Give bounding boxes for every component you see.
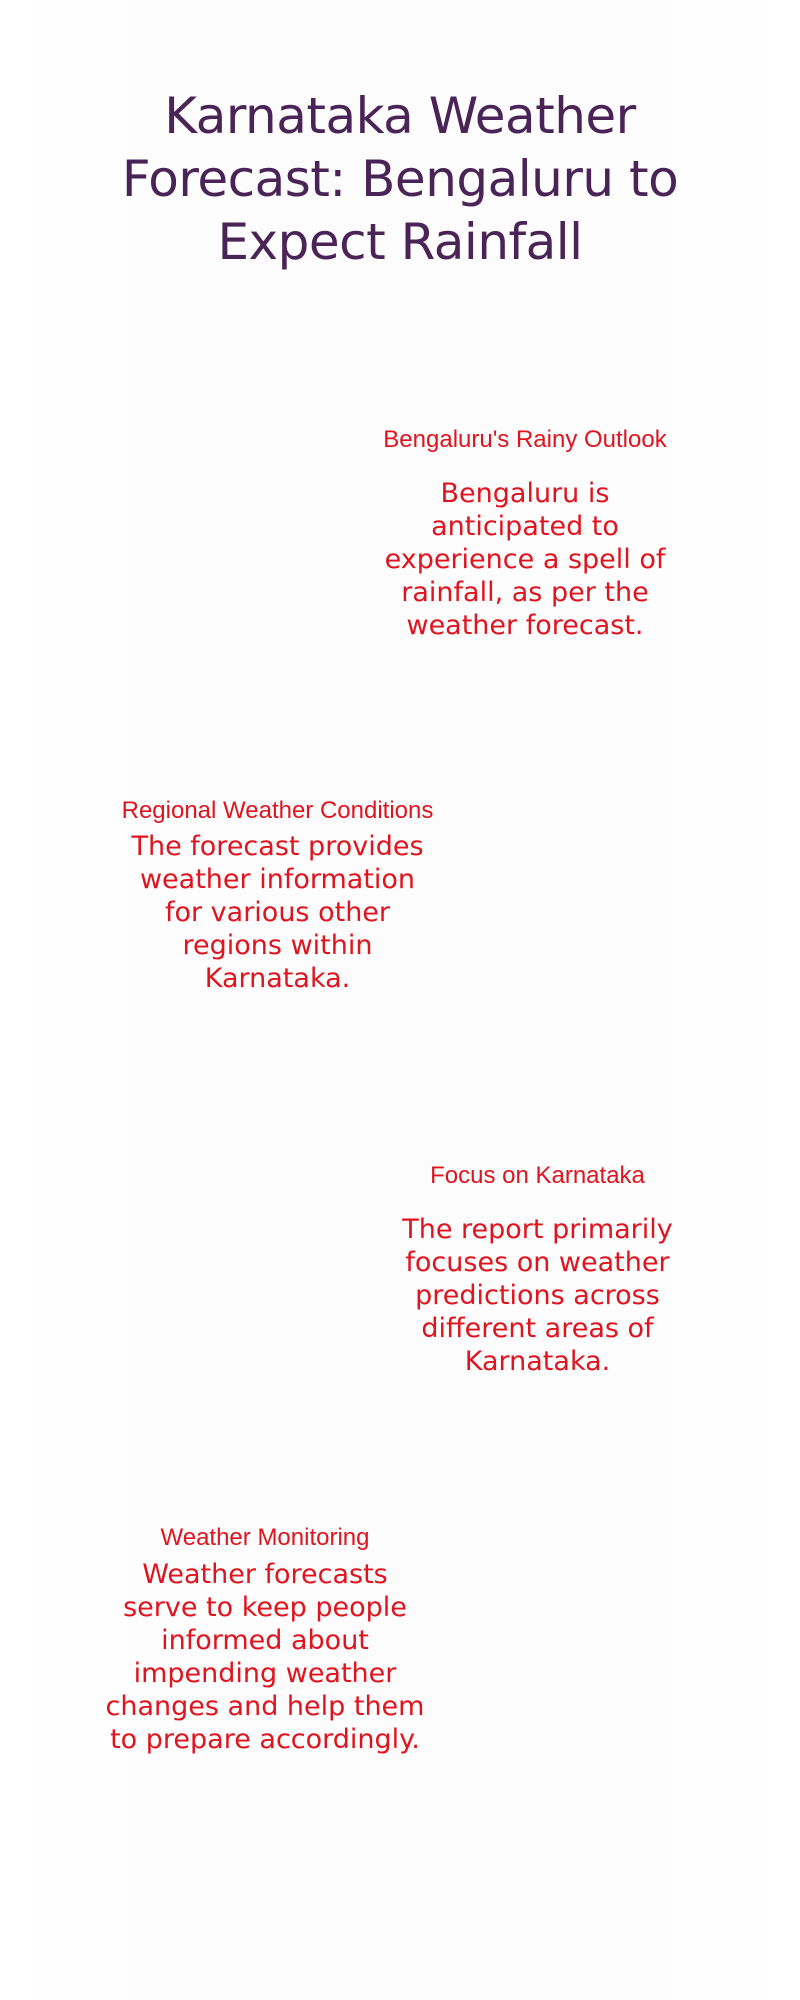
section-heading: Weather Monitoring xyxy=(160,1524,370,1551)
section-heading: Regional Weather Conditions xyxy=(121,797,434,824)
section-body: The forecast provides weather information for various other regions within Karnataka. xyxy=(131,831,424,994)
section-weather-monitoring xyxy=(105,1523,425,1756)
section-body: Bengaluru is anticipated to experience a spell of rainfall, as per the weather forecast. xyxy=(384,478,666,641)
section-heading: Bengaluru's Rainy Outlook xyxy=(383,426,667,453)
section-bengaluru-outlook xyxy=(360,425,690,642)
section-focus-karnataka xyxy=(385,1161,690,1378)
section-regional-conditions xyxy=(110,796,445,995)
section-body: The report primarily focuses on weather predictions across different areas of Karnataka. xyxy=(402,1214,673,1377)
section-body: Weather forecasts serve to keep people informed about impending weather changes and help them to prepare accordingly. xyxy=(105,1559,425,1755)
section-heading: Focus on Karnataka xyxy=(430,1162,645,1189)
page-title: Karnataka Weather Forecast: Bengaluru to Expect Rainfall xyxy=(121,87,679,271)
